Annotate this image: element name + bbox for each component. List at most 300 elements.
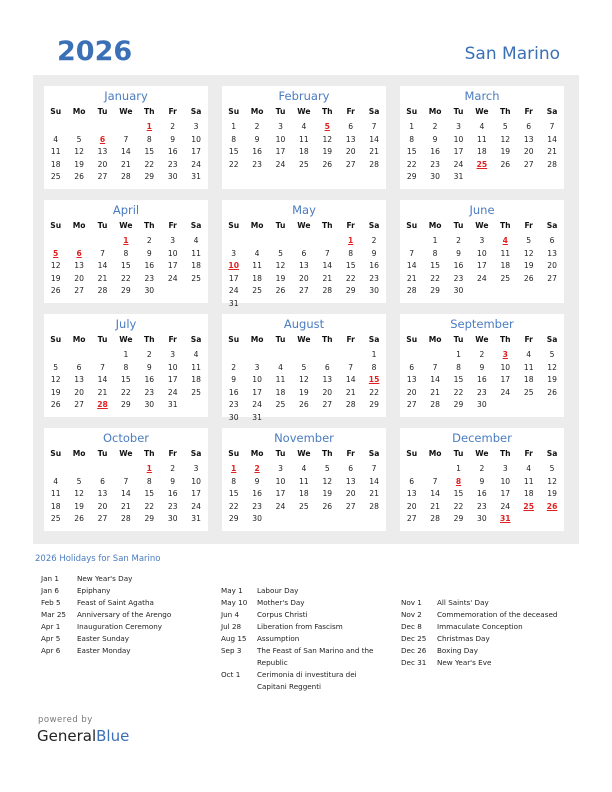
day-cell: 3 <box>193 122 199 131</box>
day-cell: 27 <box>322 400 333 409</box>
month-may <box>222 200 386 308</box>
day-cell: 26 <box>523 273 534 283</box>
holiday-date: Apr 5 <box>41 634 61 643</box>
day-cell: 22 <box>228 159 239 169</box>
day-cell: 10 <box>275 476 286 486</box>
day-cell: 4 <box>526 350 532 359</box>
day-cell: 6 <box>348 464 354 473</box>
day-cell: 21 <box>345 387 356 397</box>
weekday-header: We <box>475 449 489 458</box>
weekday-header: Fr <box>168 449 177 458</box>
month-name: May <box>292 203 316 217</box>
day-cell: 2 <box>146 236 152 245</box>
holiday-entry <box>41 573 231 585</box>
day-cell: 23 <box>144 273 155 283</box>
day-cell: 3 <box>278 464 283 473</box>
day-cell: 14 <box>345 375 356 384</box>
day-cell: 29 <box>453 514 464 523</box>
day-cell: 16 <box>477 375 487 384</box>
day-cell: 22 <box>228 501 239 511</box>
holiday-entry <box>401 597 591 609</box>
day-cell: 24 <box>500 501 511 511</box>
holiday-day-cell: 31 <box>500 514 511 523</box>
holiday-name: New Year's Eve <box>437 658 492 667</box>
day-cell: 4 <box>254 248 260 258</box>
day-cell: 14 <box>121 147 131 156</box>
holiday-name: Mother's Day <box>257 598 305 607</box>
day-cell: 3 <box>479 236 485 245</box>
day-cell: 3 <box>193 464 199 473</box>
day-cell: 23 <box>252 501 262 511</box>
weekday-header: Th <box>321 221 333 230</box>
day-cell: 20 <box>523 147 534 156</box>
day-cell: 12 <box>50 375 61 384</box>
day-cell: 9 <box>231 375 237 384</box>
weekday-header: We <box>119 449 133 458</box>
month-name: April <box>112 203 140 217</box>
weekday-header: Su <box>50 449 62 458</box>
day-cell: 12 <box>547 362 557 372</box>
day-cell: 29 <box>406 172 417 181</box>
day-cell: 26 <box>322 159 333 169</box>
day-cell: 31 <box>191 514 201 523</box>
day-cell: 16 <box>252 147 262 156</box>
day-cell: 21 <box>97 273 108 283</box>
day-cell: 30 <box>252 514 262 523</box>
weekday-header: Fr <box>168 107 177 116</box>
day-cell: 26 <box>275 286 286 295</box>
weekday-header: We <box>119 107 133 116</box>
day-cell: 17 <box>191 147 201 156</box>
day-cell: 5 <box>301 362 307 372</box>
day-cell: 13 <box>97 147 108 156</box>
weekday-header: Su <box>228 335 240 344</box>
holiday-day-cell: 10 <box>228 261 239 270</box>
weekday-header: Th <box>321 335 333 344</box>
day-cell: 17 <box>252 387 262 397</box>
holiday-entry <box>221 669 381 693</box>
weekday-header: We <box>119 221 133 230</box>
weekday-header: Sa <box>368 335 380 344</box>
weekday-header: Fr <box>346 107 355 116</box>
day-cell: 21 <box>430 387 440 397</box>
day-cell: 15 <box>144 489 155 498</box>
day-cell: 6 <box>409 476 415 486</box>
day-cell: 29 <box>369 400 379 409</box>
day-cell: 6 <box>348 122 354 131</box>
day-cell: 26 <box>74 172 84 181</box>
day-cell: 14 <box>430 375 440 384</box>
holiday-name: Feast of Saint Agatha <box>77 598 154 607</box>
month-name: February <box>278 89 330 103</box>
day-cell: 21 <box>430 501 440 511</box>
day-cell: 12 <box>50 261 61 270</box>
day-cell: 18 <box>252 273 262 283</box>
day-cell: 17 <box>500 375 511 384</box>
day-cell: 15 <box>121 261 131 270</box>
weekday-header: Tu <box>97 221 108 230</box>
day-cell: 8 <box>371 362 377 372</box>
day-cell: 14 <box>369 476 379 486</box>
day-cell: 16 <box>144 375 155 384</box>
calendar-year: 2026 <box>57 36 133 67</box>
day-cell: 13 <box>74 261 84 270</box>
day-cell: 6 <box>301 248 307 258</box>
day-cell: 25 <box>50 172 61 181</box>
day-cell: 22 <box>430 273 440 283</box>
day-cell: 1 <box>371 350 377 359</box>
holiday-date: Feb 5 <box>41 598 61 607</box>
day-cell: 23 <box>144 387 155 397</box>
holiday-entry <box>221 633 381 645</box>
holiday-entry <box>41 645 231 657</box>
holiday-day-cell: 5 <box>324 122 330 131</box>
day-cell: 5 <box>324 464 330 473</box>
day-cell: 31 <box>191 172 201 181</box>
day-cell: 13 <box>97 489 108 498</box>
day-cell: 13 <box>299 261 309 270</box>
day-cell: 19 <box>500 147 511 156</box>
day-cell: 23 <box>477 387 487 397</box>
day-cell: 15 <box>453 375 464 384</box>
holiday-entry <box>401 621 591 633</box>
day-cell: 17 <box>167 261 178 270</box>
month-december <box>400 428 564 531</box>
day-cell: 15 <box>345 261 356 270</box>
day-cell: 10 <box>167 248 178 258</box>
holiday-entry <box>41 621 231 633</box>
day-cell: 5 <box>549 350 555 359</box>
month-august <box>222 314 386 422</box>
day-cell: 30 <box>477 514 487 523</box>
day-cell: 30 <box>430 172 440 181</box>
day-cell: 2 <box>456 236 461 245</box>
weekday-header: We <box>297 221 311 230</box>
weekday-header: Mo <box>72 449 86 458</box>
day-cell: 25 <box>191 387 201 397</box>
holiday-day-cell: 15 <box>368 375 380 384</box>
day-cell: 3 <box>456 122 461 131</box>
month-october <box>44 428 208 531</box>
day-cell: 9 <box>170 476 176 486</box>
day-cell: 24 <box>453 159 464 169</box>
day-cell: 22 <box>144 501 155 511</box>
holiday-name: Easter Sunday <box>77 634 130 643</box>
day-cell: 24 <box>191 501 201 511</box>
powered-by-text: powered by <box>38 715 93 725</box>
weekday-header: Fr <box>346 449 355 458</box>
day-cell: 16 <box>252 489 262 498</box>
day-cell: 12 <box>275 261 286 270</box>
weekday-header: We <box>297 107 311 116</box>
day-cell: 30 <box>477 400 487 409</box>
day-cell: 2 <box>371 236 377 245</box>
weekday-header: Tu <box>453 107 464 116</box>
holiday-date: Dec 31 <box>401 658 427 667</box>
holiday-entry <box>41 633 231 645</box>
day-cell: 27 <box>74 286 84 295</box>
day-cell: 20 <box>97 501 108 511</box>
day-cell: 29 <box>121 400 131 409</box>
weekday-header: We <box>297 449 311 458</box>
weekday-header: Su <box>228 449 240 458</box>
generalblue-logo[interactable] <box>37 727 129 745</box>
day-cell: 7 <box>348 362 354 372</box>
month-name: September <box>450 317 514 331</box>
holiday-date: Jun 4 <box>221 610 240 619</box>
weekday-header: Fr <box>524 221 533 230</box>
holiday-name: Commemoration of the deceased <box>437 610 558 619</box>
day-cell: 25 <box>275 400 286 409</box>
holiday-date: Dec 25 <box>401 634 427 643</box>
month-february <box>222 86 386 189</box>
day-cell: 19 <box>74 501 84 511</box>
day-cell: 29 <box>430 286 440 295</box>
holiday-date: Sep 3 <box>221 646 242 655</box>
day-cell: 19 <box>322 489 333 498</box>
day-cell: 10 <box>500 476 511 486</box>
day-cell: 26 <box>500 159 511 169</box>
weekday-header: Th <box>143 335 155 344</box>
weekday-header: Fr <box>524 449 533 458</box>
holiday-date: May 1 <box>221 586 243 595</box>
holiday-day-cell: 6 <box>76 248 82 258</box>
day-cell: 27 <box>345 501 356 511</box>
holiday-date: Apr 1 <box>41 622 61 631</box>
day-cell: 13 <box>406 489 417 498</box>
day-cell: 1 <box>432 236 438 245</box>
day-cell: 9 <box>146 248 152 258</box>
day-cell: 28 <box>406 286 417 295</box>
day-cell: 24 <box>167 273 178 283</box>
day-cell: 16 <box>477 489 487 498</box>
day-cell: 17 <box>275 147 286 156</box>
day-cell: 18 <box>299 147 309 156</box>
day-cell: 2 <box>231 362 237 372</box>
month-september <box>400 314 564 417</box>
weekday-header: Sa <box>546 335 558 344</box>
day-cell: 10 <box>191 476 201 486</box>
weekday-header: Sa <box>546 107 558 116</box>
day-cell: 5 <box>76 134 82 144</box>
holiday-day-cell: 5 <box>53 248 59 258</box>
weekday-header: Tu <box>453 221 464 230</box>
day-cell: 30 <box>369 286 379 295</box>
weekday-header: Th <box>143 449 155 458</box>
day-cell: 1 <box>456 464 461 473</box>
holiday-column <box>41 573 231 657</box>
day-cell: 4 <box>193 350 199 359</box>
weekday-header: Fr <box>168 335 177 344</box>
weekday-header: Sa <box>190 449 202 458</box>
day-cell: 11 <box>299 476 309 486</box>
weekday-header: Th <box>143 107 155 116</box>
day-cell: 27 <box>97 172 108 181</box>
day-cell: 4 <box>301 122 307 131</box>
month-july <box>44 314 208 417</box>
day-cell: 24 <box>167 387 178 397</box>
day-cell: 26 <box>547 387 557 397</box>
holiday-date: May 10 <box>221 598 248 607</box>
day-cell: 7 <box>123 476 129 486</box>
day-cell: 24 <box>191 159 201 169</box>
day-cell: 30 <box>167 172 178 181</box>
holiday-day-cell: 2 <box>254 464 260 473</box>
day-cell: 22 <box>121 387 131 397</box>
day-cell: 11 <box>299 134 309 144</box>
holiday-day-cell: 4 <box>502 236 508 245</box>
day-cell: 28 <box>345 400 356 409</box>
day-cell: 4 <box>193 236 199 245</box>
holiday-column <box>221 585 381 693</box>
day-cell: 28 <box>547 159 557 169</box>
day-cell: 18 <box>191 261 201 270</box>
day-cell: 3 <box>170 236 176 245</box>
day-cell: 4 <box>53 134 59 144</box>
day-cell: 21 <box>97 387 108 397</box>
calendar-grid <box>33 75 579 544</box>
day-cell: 12 <box>500 134 511 144</box>
holiday-day-cell: 8 <box>455 476 462 486</box>
day-cell: 22 <box>345 273 356 283</box>
day-cell: 21 <box>369 147 379 156</box>
day-cell: 17 <box>191 489 201 498</box>
day-cell: 13 <box>322 375 333 384</box>
day-cell: 31 <box>453 172 464 181</box>
day-cell: 11 <box>523 362 534 372</box>
weekday-header: Tu <box>97 449 108 458</box>
day-cell: 22 <box>121 273 131 283</box>
day-cell: 19 <box>523 261 534 270</box>
day-cell: 24 <box>275 501 286 511</box>
day-cell: 21 <box>406 273 417 283</box>
day-cell: 28 <box>121 172 131 181</box>
day-cell: 18 <box>50 159 61 169</box>
weekday-header: Su <box>50 335 62 344</box>
day-cell: 28 <box>121 514 131 523</box>
weekday-header: Su <box>228 221 240 230</box>
weekday-header: Tu <box>275 221 286 230</box>
day-cell: 3 <box>254 362 260 372</box>
holiday-name: Cerimonia di investitura dei Capitani Reggenti <box>257 670 357 691</box>
weekday-header: Fr <box>346 221 355 230</box>
weekday-header: Su <box>406 449 418 458</box>
day-cell: 26 <box>299 400 309 409</box>
day-cell: 4 <box>526 464 532 473</box>
month-name: January <box>104 89 148 103</box>
day-cell: 20 <box>299 273 309 283</box>
weekday-header: Sa <box>546 221 558 230</box>
day-cell: 13 <box>547 248 557 258</box>
day-cell: 6 <box>324 362 330 372</box>
holiday-day-cell: 3 <box>502 350 508 359</box>
day-cell: 5 <box>278 248 283 258</box>
country-name: San Marino <box>464 44 560 64</box>
holiday-entry <box>41 585 231 597</box>
day-cell: 7 <box>409 248 415 258</box>
day-cell: 16 <box>167 147 178 156</box>
day-cell: 21 <box>121 159 131 169</box>
day-cell: 7 <box>549 122 555 131</box>
day-cell: 30 <box>453 286 464 295</box>
holiday-entry <box>401 633 591 645</box>
day-cell: 16 <box>144 261 155 270</box>
day-cell: 30 <box>228 412 239 422</box>
day-cell: 11 <box>500 248 511 258</box>
day-cell: 19 <box>547 375 557 384</box>
month-name: October <box>102 431 150 445</box>
month-january <box>44 86 208 189</box>
day-cell: 26 <box>50 286 61 295</box>
holiday-date: Jan 6 <box>41 586 59 595</box>
weekday-header: Fr <box>168 221 177 230</box>
weekday-header: Fr <box>346 335 355 344</box>
day-cell: 1 <box>456 350 461 359</box>
day-cell: 15 <box>430 261 440 270</box>
day-cell: 6 <box>409 362 415 372</box>
day-cell: 5 <box>549 464 555 473</box>
weekday-header: We <box>475 107 489 116</box>
holiday-date: Jul 28 <box>221 622 242 631</box>
weekday-header: Fr <box>524 107 533 116</box>
day-cell: 11 <box>50 489 61 498</box>
day-cell: 2 <box>479 464 485 473</box>
day-cell: 20 <box>74 273 84 283</box>
holiday-entry <box>401 657 591 669</box>
weekday-header: Mo <box>428 449 442 458</box>
day-cell: 17 <box>477 261 487 270</box>
day-cell: 22 <box>453 387 464 397</box>
day-cell: 31 <box>228 298 239 308</box>
holiday-name: Assumption <box>257 634 300 643</box>
holidays-title: 2026 Holidays for San Marino <box>35 554 161 564</box>
day-cell: 22 <box>369 387 379 397</box>
month-april <box>44 200 208 303</box>
weekday-header: Sa <box>190 221 202 230</box>
day-cell: 23 <box>252 159 262 169</box>
day-cell: 7 <box>123 134 129 144</box>
day-cell: 23 <box>167 501 178 511</box>
day-cell: 23 <box>167 159 178 169</box>
day-cell: 13 <box>74 375 84 384</box>
day-cell: 7 <box>100 362 105 372</box>
day-cell: 6 <box>526 122 532 131</box>
brand-blue: Blue <box>96 727 130 745</box>
day-cell: 11 <box>50 147 61 156</box>
day-cell: 4 <box>278 362 283 372</box>
month-june <box>400 200 564 303</box>
day-cell: 15 <box>406 147 417 156</box>
holiday-day-cell: 1 <box>146 122 152 131</box>
day-cell: 7 <box>371 122 377 131</box>
day-cell: 25 <box>191 273 201 283</box>
day-cell: 24 <box>477 273 487 283</box>
holiday-entry <box>221 609 381 621</box>
weekday-header: Tu <box>275 107 286 116</box>
holiday-name: Labour Day <box>257 586 299 595</box>
day-cell: 8 <box>123 362 129 372</box>
day-cell: 22 <box>453 501 464 511</box>
holiday-date: Oct 1 <box>221 670 241 679</box>
day-cell: 9 <box>170 134 176 144</box>
holiday-name: Corpus Christi <box>257 610 308 619</box>
day-cell: 19 <box>50 387 61 397</box>
holiday-name: Christmas Day <box>437 634 490 643</box>
weekday-header: Mo <box>250 221 264 230</box>
day-cell: 7 <box>432 362 438 372</box>
day-cell: 8 <box>432 248 438 258</box>
day-cell: 8 <box>146 476 152 486</box>
